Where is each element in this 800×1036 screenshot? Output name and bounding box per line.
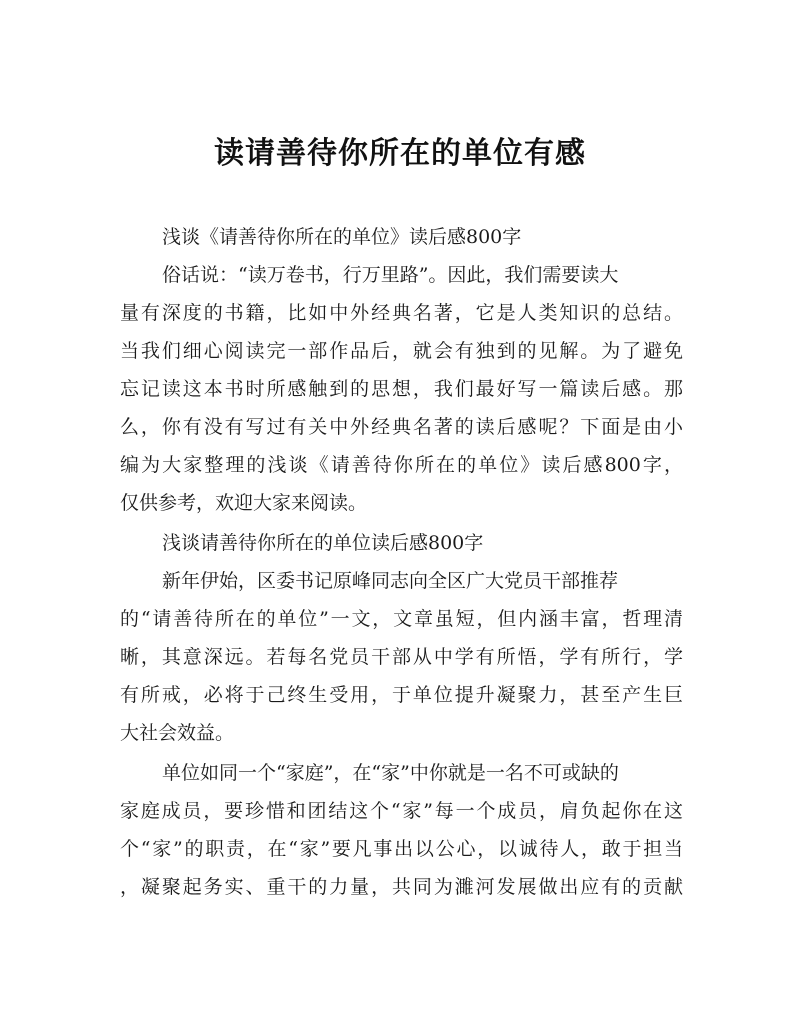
paragraph-line: 新年伊始，区委书记原峰同志向全区广大党员干部推荐 — [162, 570, 619, 592]
paragraph-line: 仅供参考，欢迎大家来阅读。 — [120, 492, 368, 514]
paragraph-line: 晰，其意深远。若每名党员干部从中学有所悟，学有所行，学 — [120, 646, 683, 668]
paragraph-line: 当我们细心阅读完一部作品后，就会有独到的见解。为了避免 — [120, 340, 683, 362]
paragraph-line: 个“家”的职责，在“家”要凡事出以公心，以诚待人，敢于担当 — [120, 838, 683, 860]
paragraph-line: 浅谈请善待你所在的单位读后感800字 — [162, 532, 484, 554]
paragraph-line: 编为大家整理的浅谈《请善待你所在的单位》读后感800字， — [120, 454, 683, 476]
paragraph-line: 家庭成员，要珍惜和团结这个“家”每一个成员，肩负起你在这 — [120, 800, 683, 822]
paragraph-line: ，凝聚起务实、重干的力量，共同为濉河发展做出应有的贡献 — [120, 876, 683, 898]
paragraph-line: 大社会效益。 — [120, 722, 235, 744]
document-title: 读请善待你所在的单位有感 — [214, 136, 586, 171]
paragraph-line: 有所戒，必将于己终生受用，于单位提升凝聚力，甚至产生巨 — [120, 684, 683, 706]
paragraph-line: 么，你有没有写过有关中外经典名著的读后感呢？下面是由小 — [120, 416, 683, 438]
paragraph-line: 的“请善待所在的单位”一文，文章虽短，但内涵丰富，哲理清 — [120, 608, 683, 630]
paragraph-line: 单位如同一个“家庭”，在“家”中你就是一名不可或缺的 — [162, 762, 619, 784]
paragraph-line: 浅谈《请善待你所在的单位》读后感800字 — [162, 226, 522, 248]
paragraph-line: 俗话说：“读万卷书，行万里路”。因此，我们需要读大 — [162, 264, 619, 286]
paragraph-line: 忘记读这本书时所感触到的思想，我们最好写一篇读后感。那 — [120, 378, 683, 400]
paragraph-line: 量有深度的书籍，比如中外经典名著，它是人类知识的总结。 — [120, 302, 683, 324]
